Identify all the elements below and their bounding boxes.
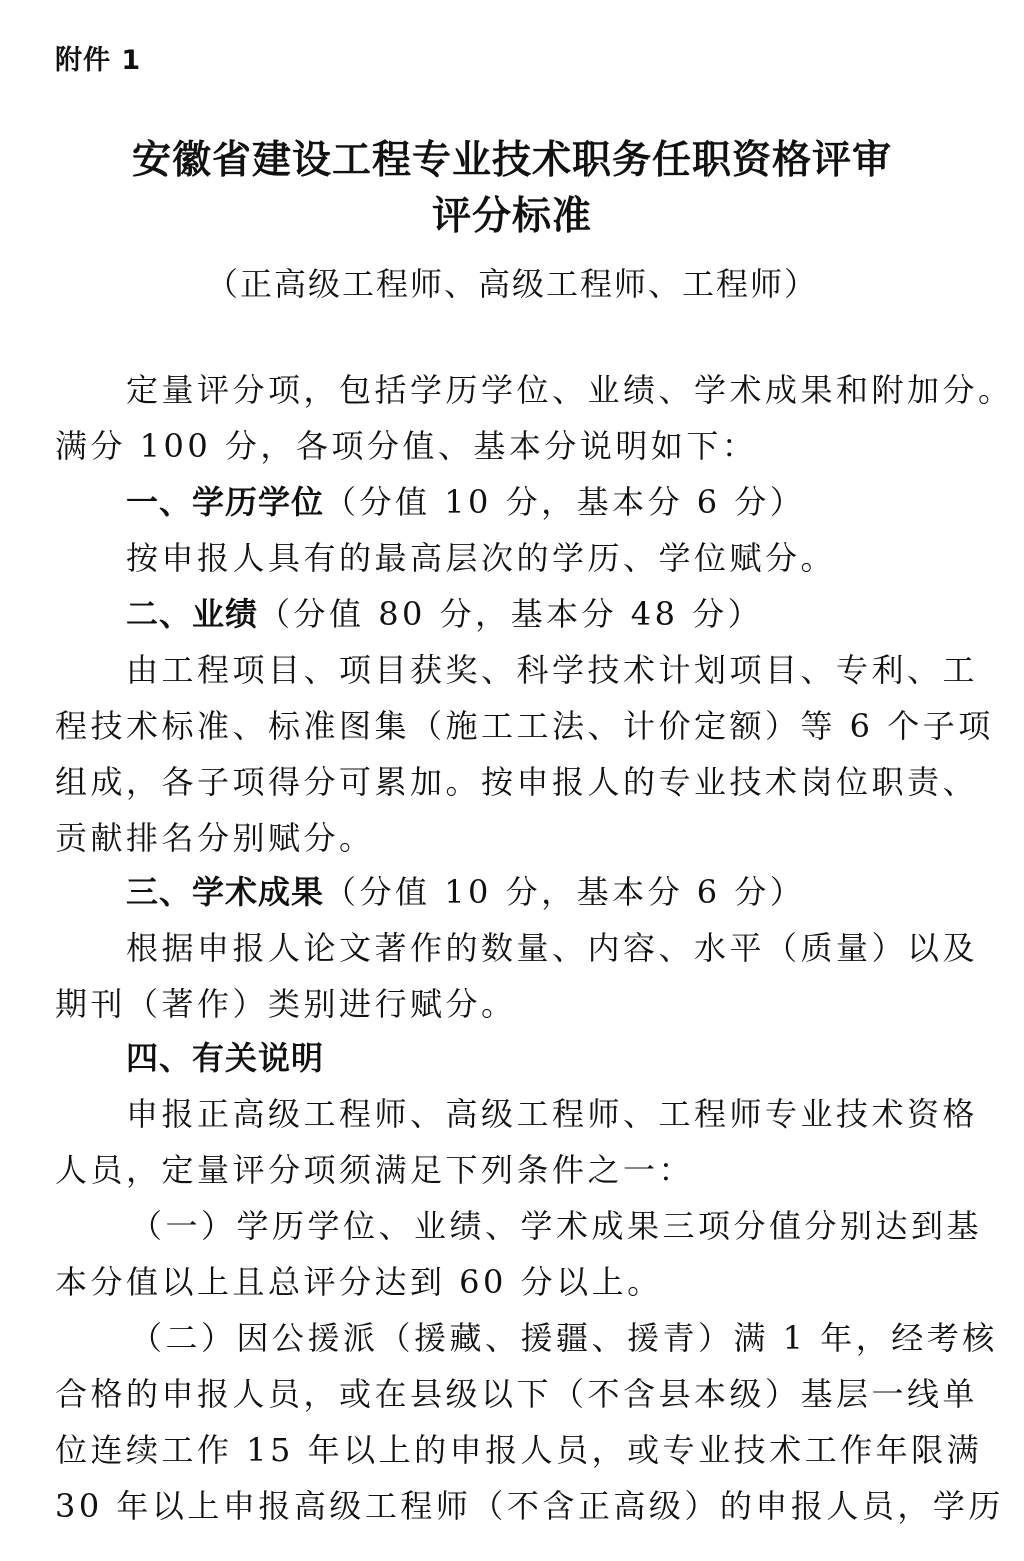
condition-2-line-2: 合格的申报人员，或在县级以下（不含县本级）基层一线单 — [55, 1375, 979, 1413]
intro-line-1: 定量评分项，包括学历学位、业绩、学术成果和附加分。 — [126, 371, 1014, 409]
section-2-body-2: 程技术标准、标准图集（施工工法、计价定额）等 6 个子项 — [55, 707, 994, 745]
condition-1-line-1: （一）学历学位、业绩、学术成果三项分值分别达到基 — [130, 1207, 983, 1245]
condition-1-line-2: 本分值以上且总评分达到 60 分以上。 — [55, 1263, 663, 1301]
section-2-body-1: 由工程项目、项目获奖、科学技术计划项目、专利、工 — [126, 651, 979, 689]
section-4-body-2: 人员，定量评分项须满足下列条件之一： — [55, 1151, 695, 1189]
section-1-score-note: （分值 10 分，基本分 6 分） — [324, 483, 806, 521]
section-2-line — [126, 586, 975, 642]
section-2-score-note: （分值 80 分，基本分 48 分） — [258, 595, 764, 633]
intro-line-2: 满分 100 分，各项分值、基本分说明如下： — [55, 427, 758, 465]
section-3-line — [126, 864, 975, 920]
condition-2-line-1: （二）因公援派（援藏、援疆、援青）满 1 年，经考核 — [130, 1319, 998, 1357]
condition-2-line-4: 30 年以上申报高级工程师（不含正高级）的申报人员，学历 — [55, 1487, 1004, 1525]
document-title-line-2: 评分标准 — [431, 193, 592, 239]
section-1-body: 按申报人具有的最高层次的学历、学位赋分。 — [126, 539, 837, 577]
document-title-line-1: 安徽省建设工程专业技术职务任职资格评审 — [131, 137, 892, 183]
condition-2-line-3: 位连续工作 15 年以上的申报人员，或专业技术工作年限满 — [55, 1431, 983, 1469]
section-4-heading: 四、有关说明 — [126, 1039, 325, 1077]
attachment-label: 附件 1 — [55, 45, 142, 76]
section-3-body-1: 根据申报人论文著作的数量、内容、水平（质量）以及 — [126, 929, 979, 967]
section-4-body-1: 申报正高级工程师、高级工程师、工程师专业技术资格 — [126, 1095, 979, 1133]
section-3-score-note: （分值 10 分，基本分 6 分） — [324, 873, 806, 911]
section-1-heading: 一、学历学位 — [126, 483, 325, 521]
section-2-heading: 二、业绩 — [126, 595, 259, 633]
document-subtitle: （正高级工程师、高级工程师、工程师） — [205, 265, 818, 303]
section-3-body-2: 期刊（著作）类别进行赋分。 — [55, 985, 517, 1023]
section-2-body-3: 组成，各子项得分可累加。按申报人的专业技术岗位职责、 — [55, 763, 979, 801]
section-3-heading: 三、学术成果 — [126, 873, 325, 911]
section-1-line — [126, 474, 975, 530]
section-2-body-4: 贡献排名分别赋分。 — [55, 819, 375, 857]
